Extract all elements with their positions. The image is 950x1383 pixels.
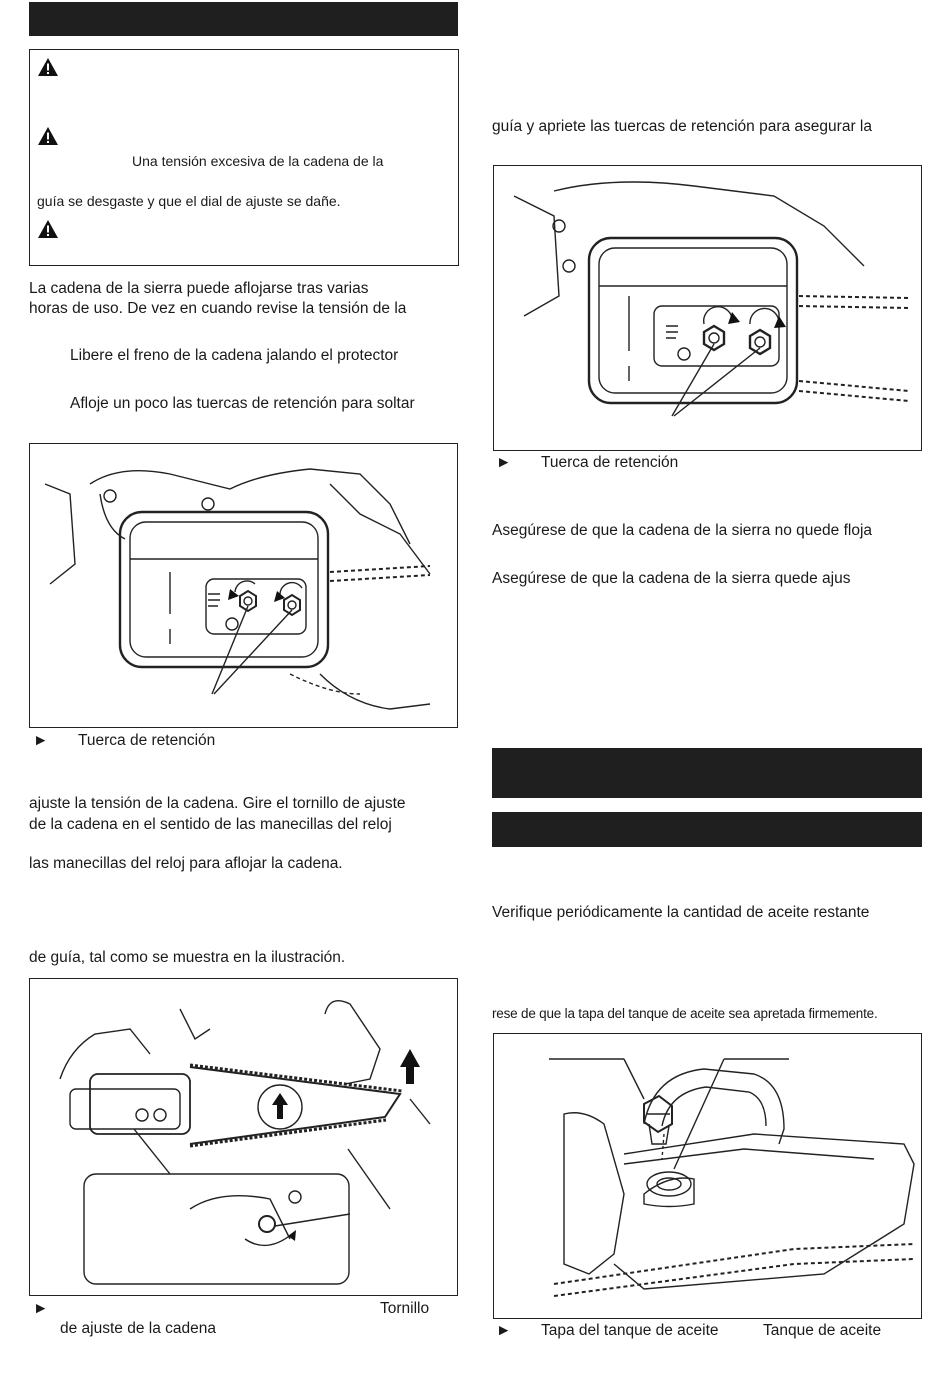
body-text: guía y apriete las tuercas de retención para asegurar la (492, 118, 872, 135)
figure-adjust-tension (29, 978, 458, 1296)
figure-caption: Tuerca de retención (541, 454, 679, 471)
chainsaw-bar-tension-illustration (30, 979, 457, 1295)
figure-oil-tank (493, 1033, 922, 1319)
body-text: Verifique periódicamente la cantidad de aceite restante (492, 904, 870, 921)
figure-caption: Tuerca de retención (78, 732, 216, 749)
section-header-bar (492, 748, 922, 798)
body-text: las manecillas del reloj para aflojar la cadena. (29, 855, 343, 872)
warning-text-line: Una tensión excesiva de la cadena de la (132, 153, 384, 169)
warning-icon (37, 57, 59, 77)
warning-icon (37, 219, 59, 239)
body-text: ajuste la tensión de la cadena. Gire el tornillo de ajuste (29, 795, 406, 812)
warning-icon (37, 126, 59, 146)
step-text: Afloje un poco las tuercas de retención para soltar (70, 395, 415, 412)
body-text: de guía, tal como se muestra en la ilustración. (29, 949, 346, 966)
figure-loosen-nuts (29, 443, 458, 728)
figure-caption-arrow: ► (496, 1322, 512, 1339)
chainsaw-side-cover-tighten-illustration (494, 166, 921, 450)
chainsaw-side-cover-illustration (30, 444, 457, 727)
body-text: de la cadena en el sentido de las manecillas del reloj (29, 816, 392, 833)
body-text: Asegúrese de que la cadena de la sierra no quede floja (492, 522, 873, 539)
body-text: rese de que la tapa del tanque de aceite sea apretada firmemente. (492, 1006, 878, 1021)
body-text: Asegúrese de que la cadena de la sierra quede ajus (492, 570, 851, 587)
figure-caption: Tornillo (380, 1300, 430, 1317)
warning-text-line: guía se desgaste y que el dial de ajuste se dañe. (37, 193, 341, 209)
body-text: La cadena de la sierra puede aflojarse tras varias (29, 280, 369, 297)
body-text: horas de uso. De vez en cuando revise la tensión de la (29, 300, 407, 317)
section-header-bar (29, 2, 458, 36)
figure-caption: Tapa del tanque de aceite (541, 1322, 719, 1339)
figure-caption-arrow: ► (33, 1300, 49, 1317)
figure-caption: Tanque de aceite (763, 1322, 882, 1339)
figure-caption-arrow: ► (33, 732, 49, 749)
oil-tank-cap-illustration (494, 1034, 921, 1318)
figure-caption: de ajuste de la cadena (60, 1320, 216, 1337)
step-text: Libere el freno de la cadena jalando el protector (70, 347, 399, 364)
figure-tighten-nuts (493, 165, 922, 451)
subsection-header-bar (492, 812, 922, 847)
figure-caption-arrow: ► (496, 454, 512, 471)
